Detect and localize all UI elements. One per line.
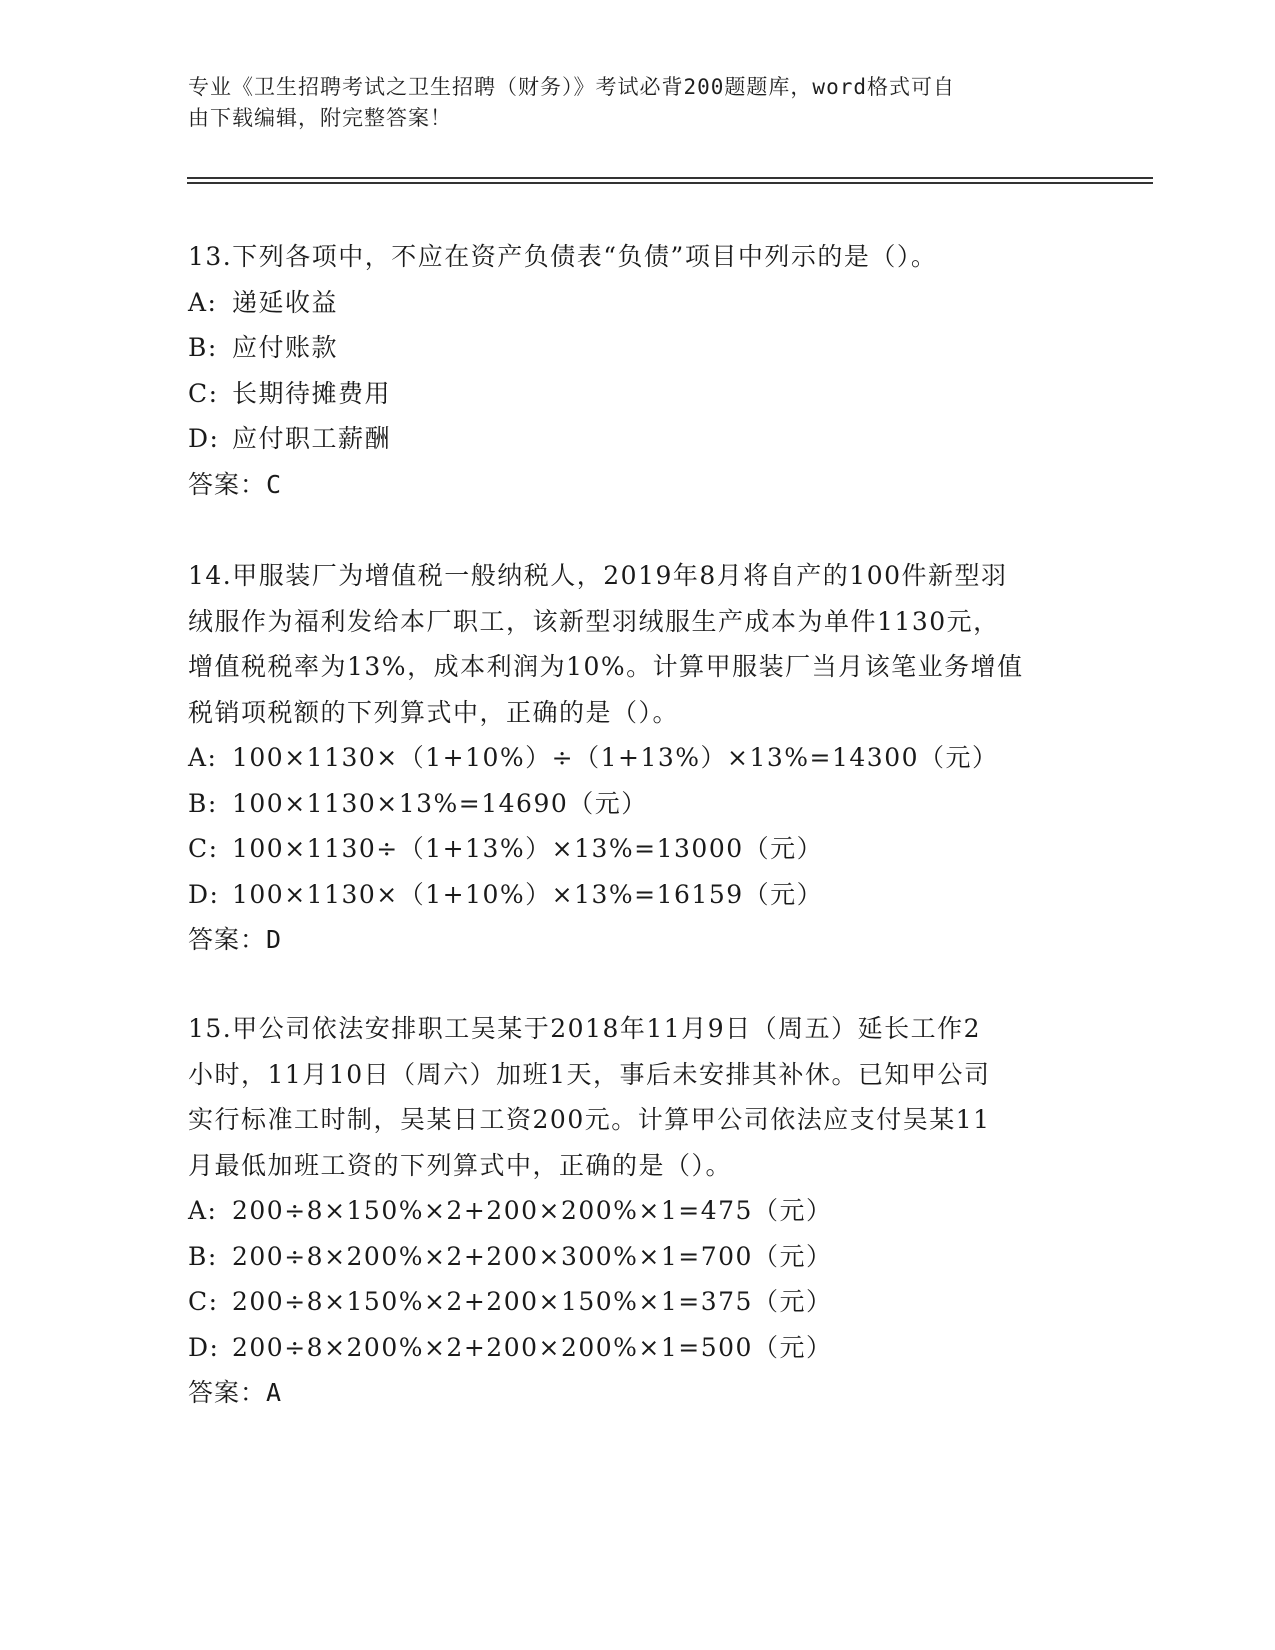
option-c [188,371,1088,417]
option-text: 200÷8×150%×2+200×150%×1=375（元） [232,1287,833,1316]
option-text: 长期待摊费用 [232,378,392,408]
option-c [188,1279,1088,1325]
option-text: 应付职工薪酬 [232,424,392,453]
answer-line: 答案：C [188,469,283,499]
option-text: 200÷8×200%×2+200×200%×1=500（元） [232,1332,833,1362]
option-text: 200÷8×200%×2+200×300%×1=700（元） [232,1241,833,1271]
question-stem [188,234,1088,280]
option-c [188,826,1088,872]
answer-line: 答案：A [188,1378,283,1407]
stem-line: 增值税税率为13%，成本利润为10%。计算甲服装厂当月该笔业务增值 [188,652,1024,681]
document-header [188,72,1068,134]
question-stem [188,1006,1088,1188]
option-text: 100×1130÷（1+13%）×13%=13000（元） [232,834,824,863]
option-a [188,280,1088,326]
option-d [188,1325,1088,1371]
header-line-2: 由下载编辑，附完整答案！ [188,106,452,130]
question-14 [188,553,1088,963]
option-letter: D: [188,424,220,453]
answer-line: 答案：D [188,925,283,954]
option-letter: B: [188,333,218,362]
header-divider-bottom [187,182,1153,184]
option-letter: C: [188,1287,219,1316]
option-a [188,1188,1088,1234]
option-d [188,416,1088,462]
option-letter: B: [188,788,218,818]
option-b [188,325,1088,371]
option-text: 200÷8×150%×2+200×200%×1=475（元） [232,1196,833,1225]
option-text: 100×1130×（1+10%）÷（1+13%）×13%=14300（元） [232,743,999,772]
option-letter: C: [188,378,219,408]
stem-line: 绒服作为福利发给本厂职工，该新型羽绒服生产成本为单件1130元， [188,606,1000,636]
stem-line: 15.甲公司依法安排职工吴某于2018年11月9日（周五）延长工作2 [188,1014,982,1043]
option-letter: A: [188,743,218,772]
stem-line: 13.下列各项中，不应在资产负债表“负债”项目中列示的是（）。 [188,242,938,271]
option-letter: D: [188,1332,220,1362]
option-letter: D: [188,879,220,909]
option-d [188,872,1088,918]
stem-line: 实行标准工时制，吴某日工资200元。计算甲公司依法应支付吴某11 [188,1105,991,1134]
header-line-1: 专业《卫生招聘考试之卫生招聘（财务）》考试必背200题题库，word格式可自 [188,75,955,99]
option-b [188,1234,1088,1280]
question-15 [188,1006,1088,1416]
option-letter: C: [188,834,219,863]
question-13 [188,234,1088,507]
option-b [188,781,1088,827]
question-stem [188,553,1088,735]
option-a [188,735,1088,781]
option-letter: A: [188,287,218,317]
option-letter: A: [188,1196,218,1225]
stem-line: 14.甲服装厂为增值税一般纳税人，2019年8月将自产的100件新型羽 [188,561,1008,590]
option-text: 递延收益 [232,287,339,317]
option-text: 应付账款 [232,333,339,362]
option-letter: B: [188,1241,218,1271]
header-divider-top [187,177,1153,179]
stem-line: 小时，11月10日（周六）加班1天，事后未安排其补休。已知甲公司 [188,1059,991,1089]
stem-line: 税销项税额的下列算式中，正确的是（）。 [188,697,680,727]
option-text: 100×1130×（1+10%）×13%=16159（元） [232,879,824,909]
stem-line: 月最低加班工资的下列算式中，正确的是（）。 [188,1150,733,1180]
option-text: 100×1130×13%=14690（元） [232,788,648,818]
